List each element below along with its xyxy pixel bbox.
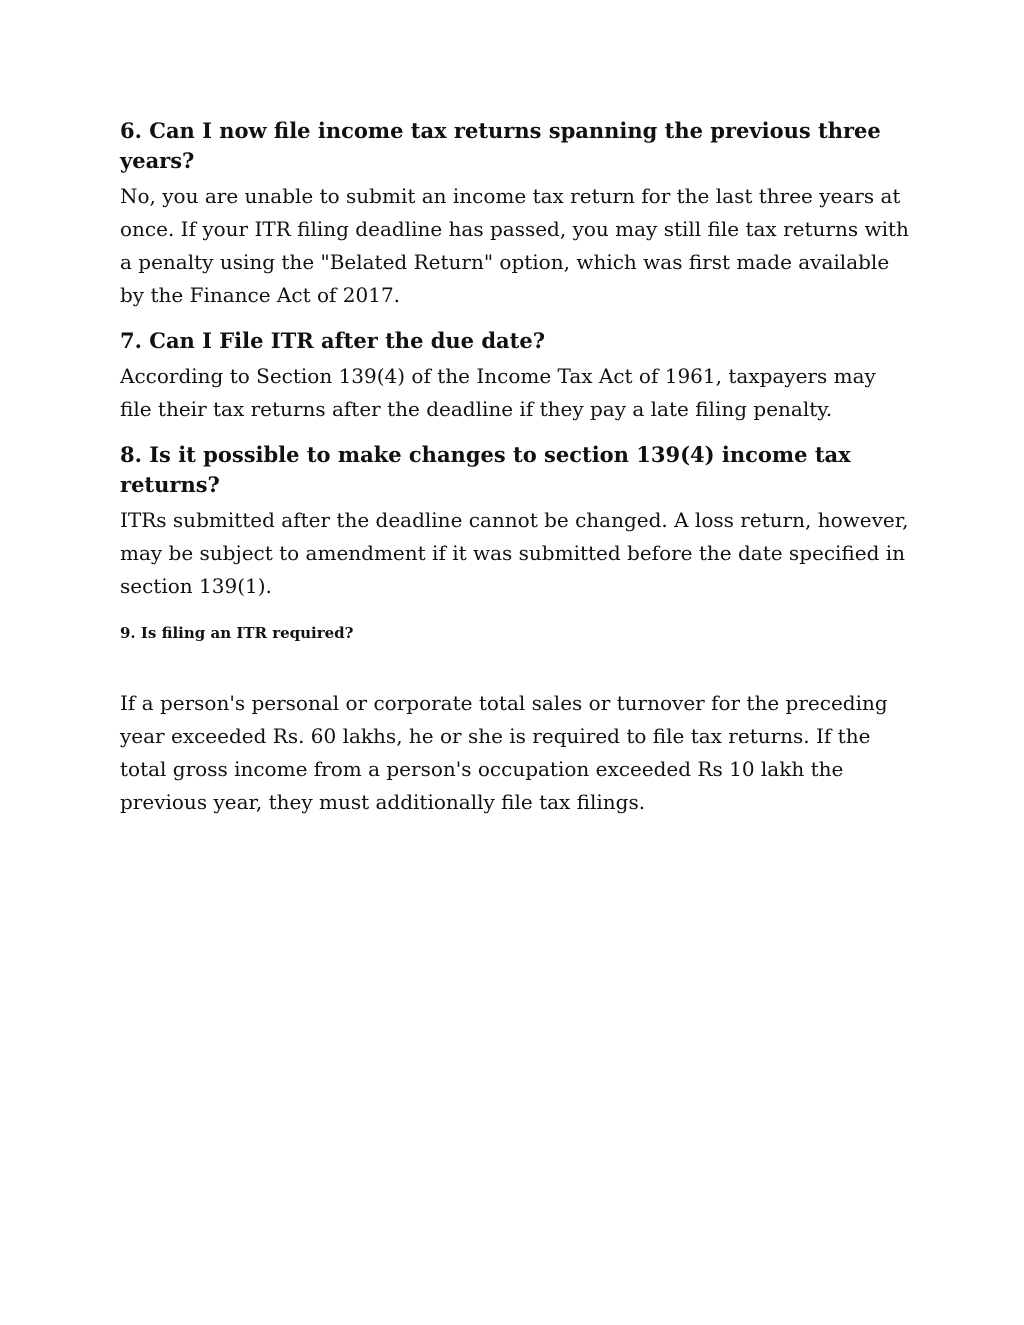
faq-item-7 (120, 326, 910, 426)
question-heading: 6. Can I now file income tax returns spanning the previous three years? (120, 118, 881, 173)
faq-item-8 (120, 440, 910, 603)
question-heading: 8. Is it possible to make changes to section 139(4) income tax returns? (120, 442, 851, 497)
answer-paragraph: According to Section 139(4) of the Income Tax Act of 1961, taxpayers may file their tax returns after the deadline if they pay a late filing penalty. (120, 364, 876, 421)
answer-paragraph: If a person's personal or corporate total sales or turnover for the preceding year exceeded Rs. 60 lakhs, he or she is required to file tax returns. If the total gross income from a person's occupation exceeded Rs 10 lakh the previous year, they must additionally file tax filings. (120, 691, 888, 814)
document-page (120, 116, 910, 833)
faq-item-6 (120, 116, 910, 312)
answer-paragraph: No, you are unable to submit an income tax return for the last three years at once. If your ITR filing deadline has passed, you may still file tax returns with a penalty using the "Belated Return" option, which was first made available by the Finance Act of 2017. (120, 184, 909, 307)
faq-item-9 (120, 621, 910, 819)
question-heading: 9. Is filing an ITR required? (120, 624, 354, 642)
question-heading: 7. Can I File ITR after the due date? (120, 328, 546, 353)
answer-paragraph: ITRs submitted after the deadline cannot be changed. A loss return, however, may be subject to amendment if it was submitted before the date specified in section 139(1). (120, 508, 909, 598)
